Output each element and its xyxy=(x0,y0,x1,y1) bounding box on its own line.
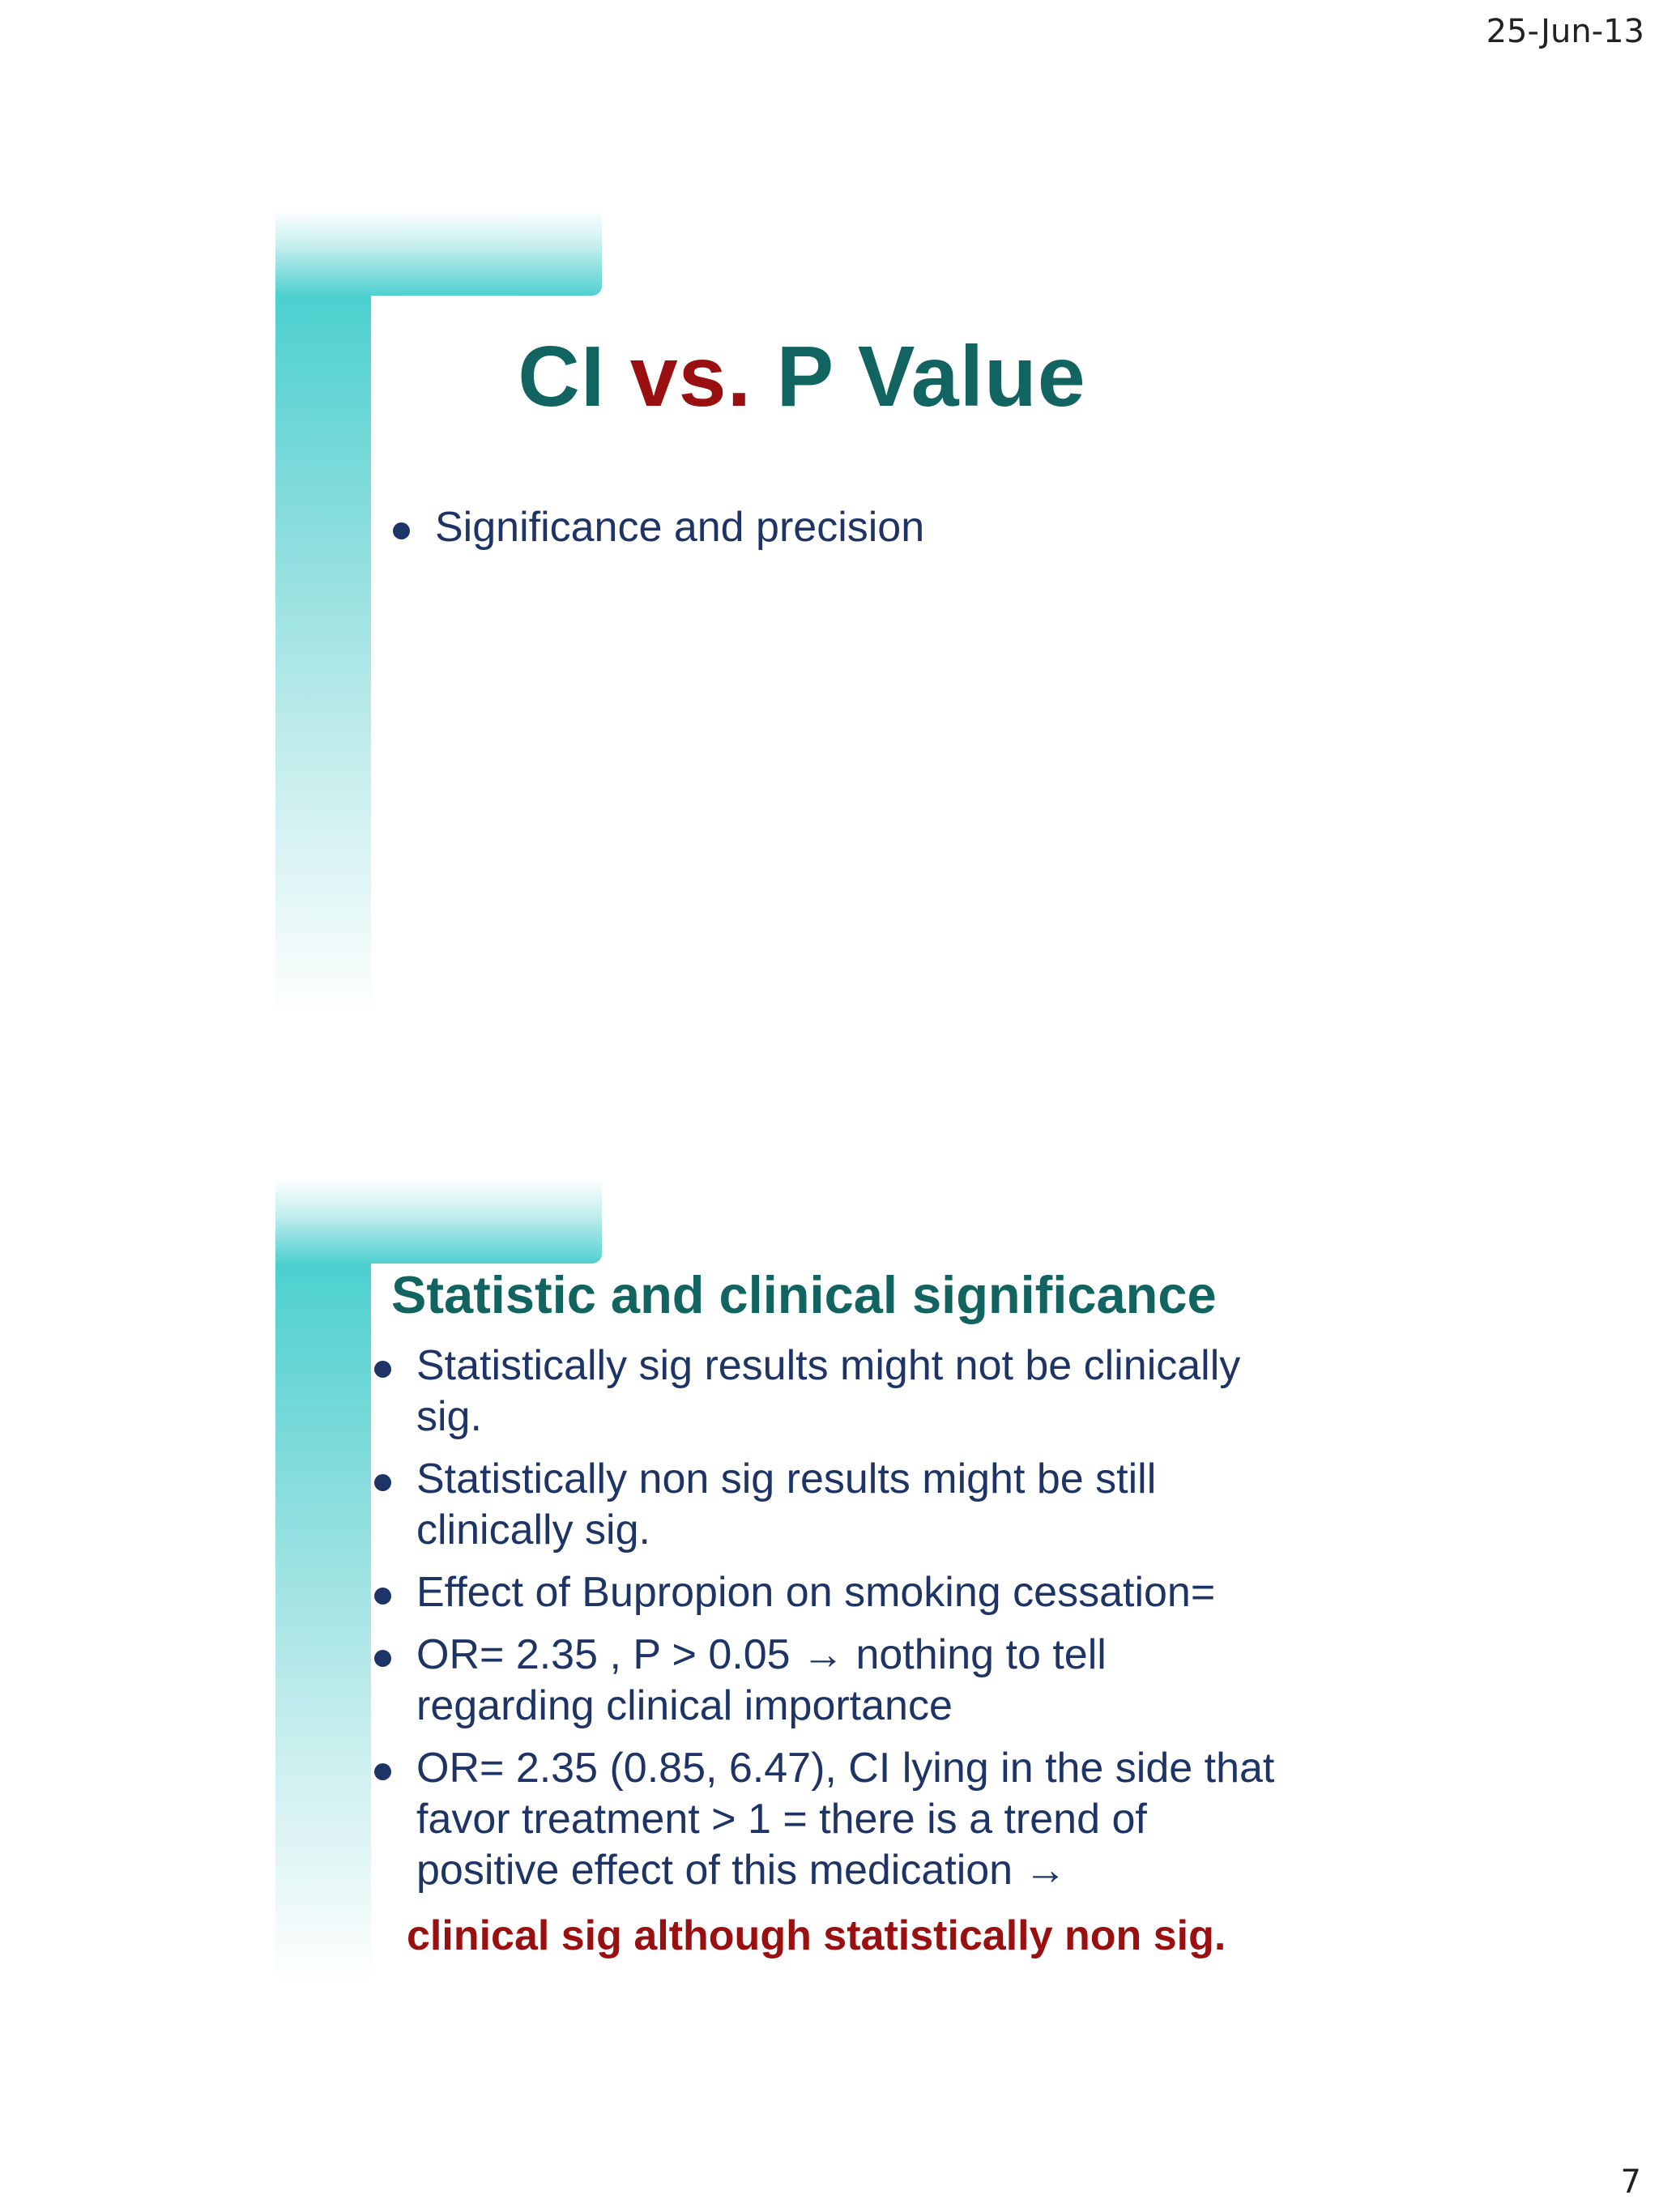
bullet-item xyxy=(374,1340,1290,1443)
slide-title: Statistic and clinical significance xyxy=(391,1265,1217,1324)
slide-statistic-clinical-significance xyxy=(275,1178,1328,1988)
bullet-text: Effect of Bupropion on smoking cessation= xyxy=(416,1569,1216,1616)
bullet-list xyxy=(374,1340,1290,1907)
bullet-text: OR= 2.35 (0.85, 6.47), CI lying in the side that favor treatment > 1 = there is a trend of positive effect of this medication → xyxy=(416,1745,1275,1894)
bullet-text: Significance and precision xyxy=(435,504,925,551)
title-accent-vs: vs. xyxy=(629,329,753,424)
page-number: 7 xyxy=(1620,2163,1641,2201)
slide-decor-tab xyxy=(275,1178,602,1264)
bullet-dot-icon xyxy=(393,522,410,539)
slide-title xyxy=(275,328,1328,426)
bullet-item xyxy=(374,1630,1290,1732)
bullet-item xyxy=(374,1454,1290,1556)
slide-decor-tab xyxy=(275,211,602,296)
page-date: 25-Jun-13 xyxy=(1486,13,1644,50)
slide-ci-vs-p-value xyxy=(275,211,1328,1021)
bullet-item xyxy=(374,1567,1290,1618)
bullet-text: Statistically non sig results might be still clinically sig. xyxy=(416,1455,1157,1554)
bullet-dot-icon xyxy=(374,1361,391,1378)
bullet-item xyxy=(393,502,1284,553)
title-part-p-value: P Value xyxy=(752,329,1086,424)
bullet-text: Statistically sig results might not be clinically sig. xyxy=(416,1342,1241,1440)
bullet-text: OR= 2.35 , P > 0.05 → nothing to tell regarding clinical importance xyxy=(416,1631,1107,1729)
slide-decor-bar xyxy=(275,1264,371,1984)
bullet-dot-icon xyxy=(374,1474,391,1491)
bullet-dot-icon xyxy=(374,1650,391,1667)
bullet-list xyxy=(393,502,1284,565)
bullet-dot-icon xyxy=(374,1763,391,1780)
bullet-dot-icon xyxy=(374,1588,391,1605)
bullet-item xyxy=(374,1743,1290,1896)
conclusion-text: clinical sig although statistically non sig. xyxy=(407,1912,1226,1959)
title-part-ci: CI xyxy=(518,329,630,424)
